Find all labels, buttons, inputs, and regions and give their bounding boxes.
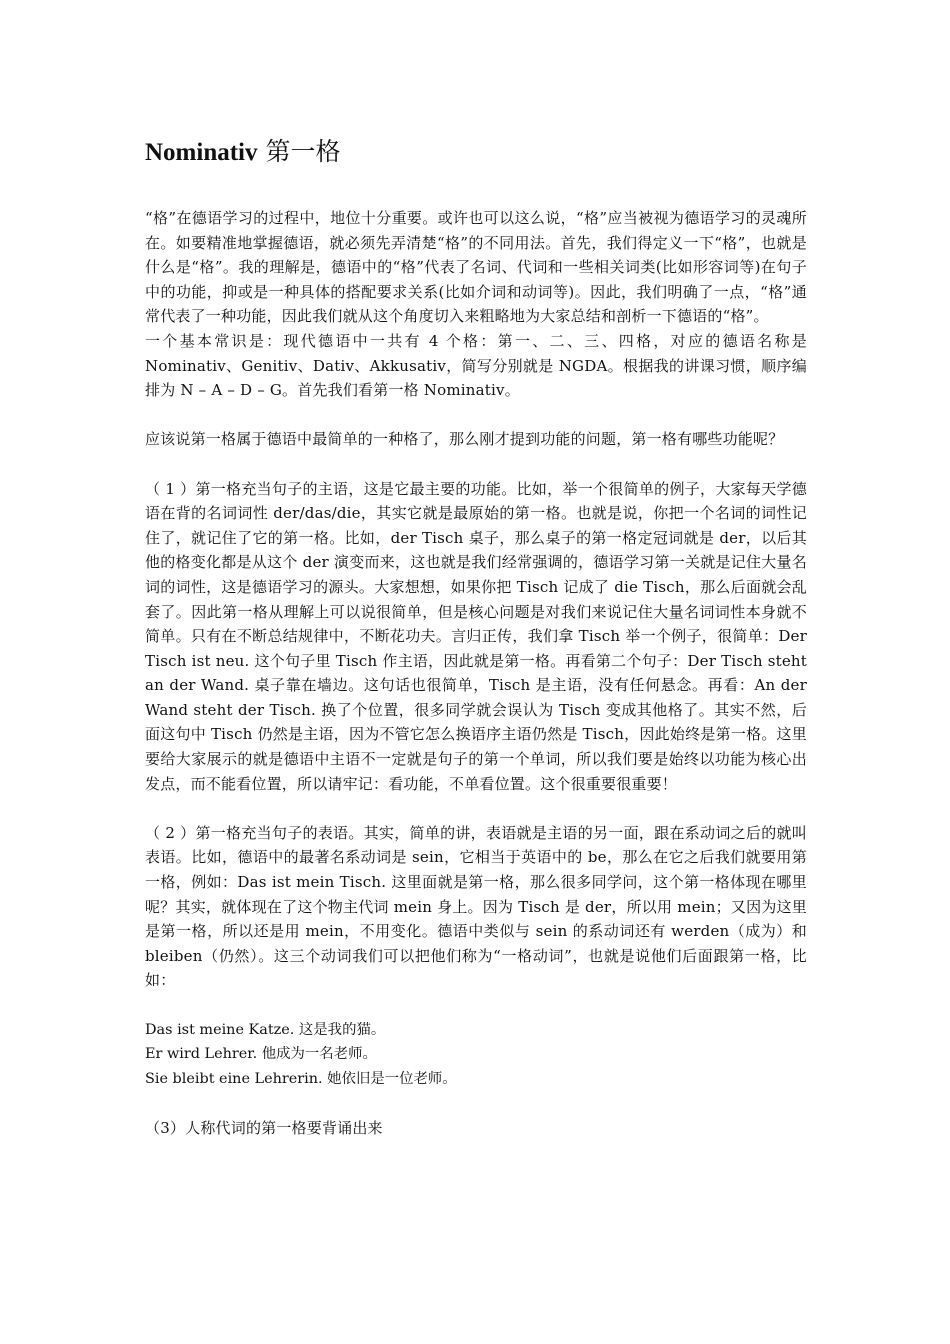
title-chinese: 第一格	[265, 139, 341, 166]
intro-paragraph-2: 一个基本常识是：现代德语中一共有 4 个格：第一、二、三、四格，对应的德语名称是 Nominativ、Genitiv、Dativ、Akkusativ，简写分别就是 NGDA。根据我的讲课习惯，顺序编排为 N – A – D – G。首先我们看第一格 Nominativ。	[145, 331, 807, 400]
example-sentence-1: Das ist meine Katze. 这是我的猫。	[145, 1021, 386, 1038]
point-2-paragraph: （ 2 ）第一格充当句子的表语。其实，简单的讲，表语就是主语的另一面，跟在系动词之后的就叫表语。比如，德语中的最著名系动词是 sein，它相当于英语中的 be，那么在它之后我们就要用第一格，例如：Das ist mein Tisch. 这里面就是第一格，那么很多同学问，这个第一格体现在哪里呢？其实，就体现在了这个物主代词 mein 身上。因为 Tisch 是 der，所以用 mein；又因为这里是第一格，所以还是用 mein，不用变化。德语中类似与 sein 的系动词还有 werden（成为）和 bleiben（仍然）。这三个动词我们可以把他们称为“一格动词”，也就是说他们后面跟第一格，比如：	[145, 823, 807, 990]
spacer	[145, 452, 807, 477]
title-latin: Nominativ	[145, 139, 258, 166]
spacer	[145, 403, 807, 428]
spacer	[145, 993, 807, 1018]
example-sentence-3: Sie bleibt eine Lehrerin. 她依旧是一位老师。	[145, 1070, 457, 1087]
page-title	[145, 138, 341, 168]
example-sentence-2: Er wird Lehrer. 他成为一名老师。	[145, 1046, 377, 1063]
point-3-heading: （3）人称代词的第一格要背诵出来	[145, 1118, 383, 1137]
spacer	[145, 1091, 807, 1116]
intro-paragraph-1: “格”在德语学习的过程中，地位十分重要。或许也可以这么说，“格”应当被视为德语学习的灵魂所在。如要精准地掌握德语，就必须先弄清楚“格”的不同用法。首先，我们得定义一下“格”，也就是什么是“格”。我的理解是，德语中的“格”代表了名词、代词和一些相关词类(比如形容词等)在句子中的功能，抑或是一种具体的搭配要求关系(比如介词和动词等)。因此，我们明确了一点，“格”通常代表了一种功能，因此我们就从这个角度切入来粗略地为大家总结和剖析一下德语的“格”。	[145, 209, 807, 326]
point-1-paragraph: （ 1 ）第一格充当句子的主语，这是它最主要的功能。比如，举一个很简单的例子，大家每天学德语在背的名词词性 der/das/die，其实它就是最原始的第一格。也就是说，你把一个名词的词性记住了，就记住了它的第一格。比如，der Tisch 桌子，那么桌子的第一格定冠词就是 der，以后其他的格变化都是从这个 der 演变而来，这也就是我们经常强调的，德语学习第一关就是记住大量名词的词性，这是德语学习的源头。大家想想，如果你把 Tisch 记成了 die Tisch，那么后面就会乱套了。因此第一格从理解上可以说很简单，但是核心问题是对我们来说记住大量名词词性本身就不简单。只有在不断总结规律中，不断花功夫。言归正传，我们拿 Tisch 举一个例子，很简单：Der Tisch ist neu. 这个句子里 Tisch 作主语，因此就是第一格。再看第二个句子：Der Tisch steht an der Wand. 桌子靠在墙边。这句话也很简单，Tisch 是主语，没有任何悬念。再看：An der Wand steht der Tisch. 换了个位置，很多同学就会误认为 Tisch 变成其他格了。其实不然，后面这句中 Tisch 仍然是主语，因为不管它怎么换语序主语仍然是 Tisch，因此始终是第一格。这里要给大家展示的就是德语中主语不一定就是句子的第一个单词，所以我们要是始终以功能为核心出发点，而不能看位置，所以请牢记：看功能，不单看位置。这个很重要很重要！	[145, 479, 807, 793]
spacer	[145, 796, 807, 821]
document-body	[145, 206, 807, 1141]
question-paragraph: 应该说第一格属于德语中最简单的一种格了，那么刚才提到功能的问题，第一格有哪些功能呢？	[145, 430, 784, 449]
